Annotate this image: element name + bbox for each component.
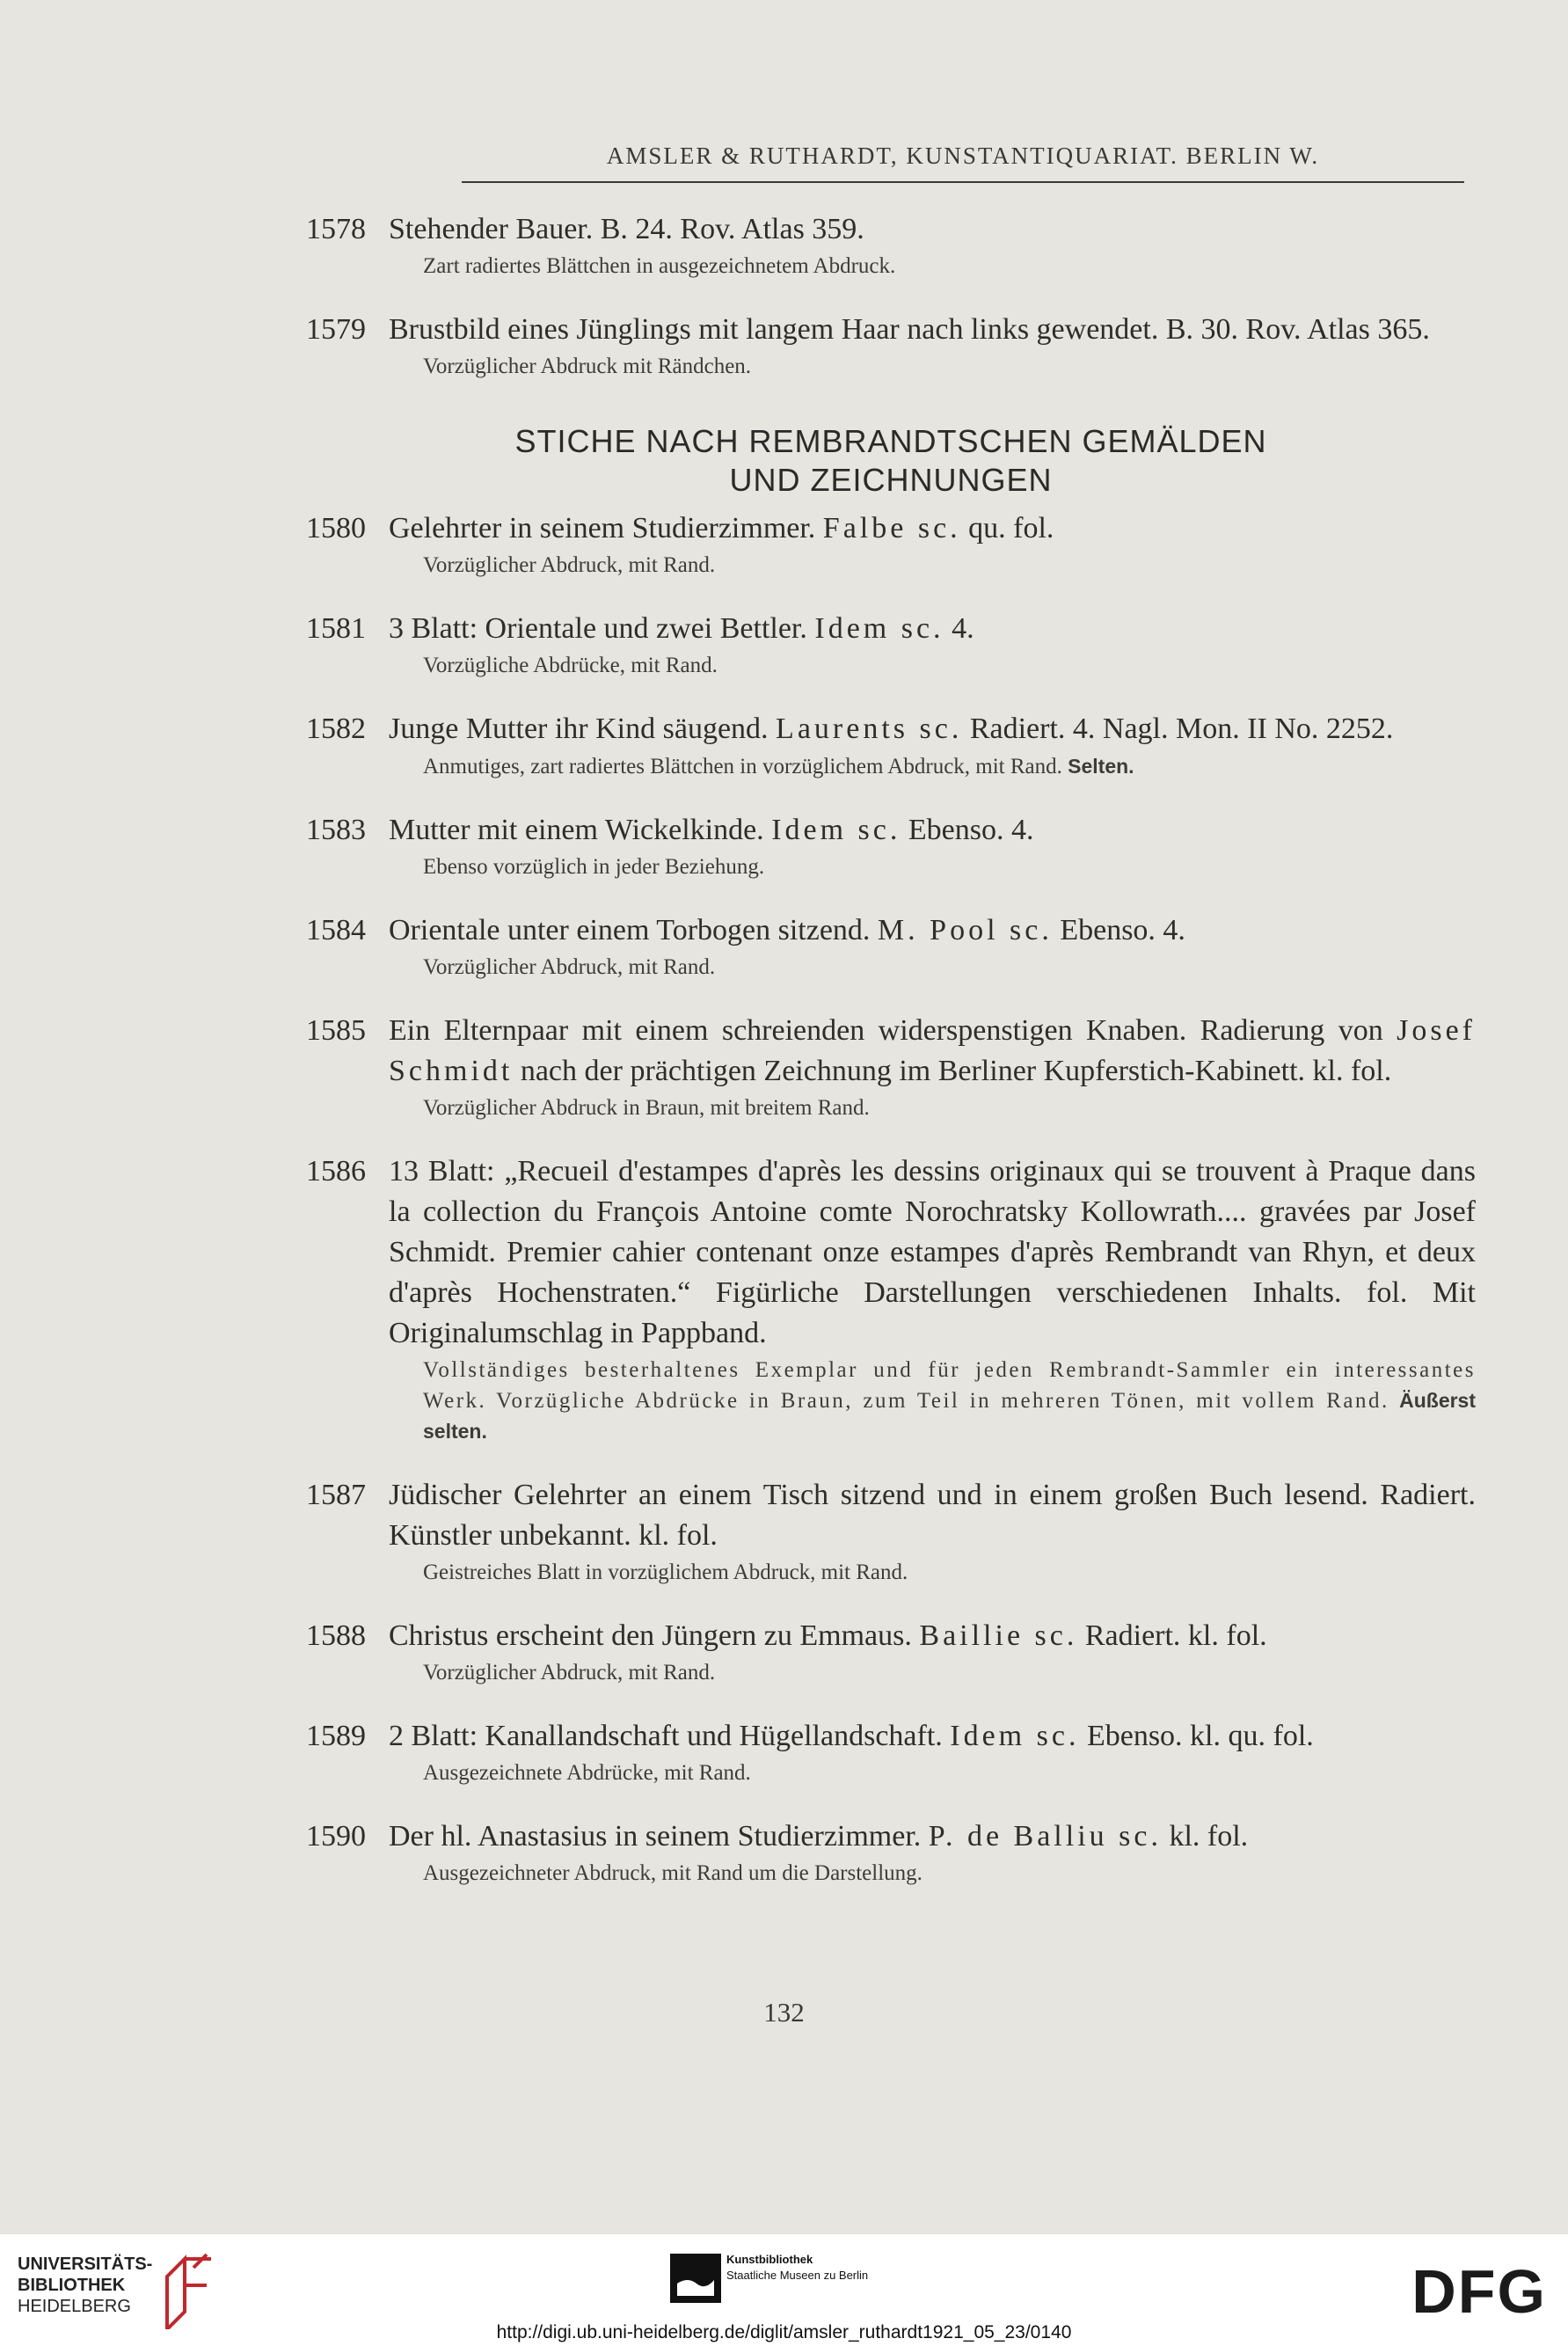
- entry-number: 1586: [306, 1155, 366, 1188]
- entry-note: Vorzüglicher Abdruck, mit Rand.: [423, 955, 716, 979]
- entry-title-text: Gelehrter in seinem Studierzimmer.: [389, 512, 823, 544]
- entry-note: Vorzügliche Abdrücke, mit Rand.: [423, 654, 718, 677]
- entry-note: Vorzüglicher Abdruck, mit Rand.: [423, 553, 716, 577]
- entry-title: Stehender Bauer. B. 24. Rov. Atlas 359.: [389, 213, 864, 245]
- entry-number: 1589: [306, 1720, 366, 1752]
- entry-note: Ebenso vorzüglich in jeder Beziehung.: [423, 855, 765, 879]
- entry-note: Ausgezeichneter Abdruck, mit Rand um die Darstellung.: [423, 1861, 923, 1885]
- entry-artist: Josef Schmidt: [389, 1014, 1476, 1087]
- entry-number: 1582: [306, 713, 366, 745]
- entry-title-text: 2 Blatt: Kanallandschaft und Hügellandschaft.: [389, 1720, 951, 1752]
- page-number: 132: [763, 1997, 805, 2028]
- entry-body: [389, 1151, 1476, 1447]
- entry-artist: Baillie sc.: [919, 1619, 1078, 1652]
- kb-logo-line1: Kunstbibliothek: [726, 2253, 813, 2266]
- entry-number: 1585: [306, 1014, 366, 1047]
- entry-title: [389, 609, 1476, 649]
- ub-emblem-icon: [158, 2250, 220, 2329]
- entry-title-suffix: Ebenso. kl. qu. fol.: [1079, 1720, 1314, 1752]
- entry-number: 1590: [306, 1820, 366, 1853]
- entry-body: [389, 1816, 1476, 1889]
- entry-artist: Laurents sc.: [776, 713, 963, 745]
- section-heading-line1: STICHE NACH REMBRANDTSCHEN GEMÄLDEN: [514, 423, 1267, 459]
- entry-number: 1580: [306, 512, 366, 544]
- entry-body: [389, 310, 1476, 382]
- entry-title-suffix: Radiert. 4. Nagl. Mon. II No. 2252.: [962, 713, 1394, 745]
- entry-artist: Falbe sc.: [822, 512, 961, 544]
- entry-note: [389, 1356, 1476, 1447]
- entry-note: [389, 751, 1476, 782]
- catalog-entry-1585: [306, 1011, 1476, 1123]
- entry-body: [389, 910, 1476, 983]
- catalog-entry-1578: [306, 209, 1476, 281]
- footer-bar: [0, 2234, 1568, 2346]
- entry-title-suffix: qu. fol.: [960, 512, 1054, 544]
- ub-logo-line2: BIBLIOTHEK: [18, 2276, 126, 2295]
- entry-note-emphasis: Äußerst selten.: [423, 1389, 1477, 1443]
- entry-title: Brustbild eines Jünglings mit langem Haar nach links gewendet. B. 30. Rov. Atlas 365.: [389, 313, 1430, 346]
- entry-title-text: Der hl. Anastasius in seinem Studierzimmer.: [389, 1820, 929, 1853]
- entry-note: Vorzüglicher Abdruck, mit Rand.: [423, 1661, 716, 1685]
- entry-title: [389, 1816, 1476, 1857]
- catalog-entry-1586: [306, 1151, 1476, 1447]
- entry-title-text: 3 Blatt: Orientale und zwei Bettler.: [389, 612, 815, 645]
- entry-artist: Idem sc.: [814, 612, 944, 645]
- entry-title: Jüdischer Gelehrter an einem Tisch sitzend und in einem großen Buch lesend. Radiert. Künstler unbekannt. kl. fol.: [389, 1479, 1476, 1552]
- entry-title-suffix: 4.: [944, 612, 974, 645]
- catalog-content: [306, 209, 1476, 1889]
- entry-title: [389, 1616, 1476, 1656]
- entry-title-suffix: Ebenso. 4.: [1052, 914, 1185, 946]
- catalog-entry-1589: [306, 1716, 1476, 1788]
- entry-number: 1588: [306, 1619, 366, 1652]
- entry-artist: Idem sc.: [950, 1720, 1080, 1752]
- catalog-entry-1582: [306, 709, 1476, 782]
- entry-number: 1583: [306, 814, 366, 846]
- entry-number: 1587: [306, 1479, 366, 1511]
- university-library-logo[interactable]: [18, 2254, 152, 2317]
- kb-logo-line2: Staatliche Museen zu Berlin: [726, 2269, 869, 2282]
- catalog-entry-1583: [306, 810, 1476, 882]
- entry-number: 1584: [306, 914, 366, 946]
- entry-title-text: Mutter mit einem Wickelkinde.: [389, 814, 772, 846]
- entry-artist: Idem sc.: [771, 814, 901, 846]
- entry-note: Geistreiches Blatt in vorzüglichem Abdruck, mit Rand.: [423, 1560, 908, 1584]
- entry-title-suffix: nach der prächtigen Zeichnung im Berliner Kupferstich-Kabinett. kl. fol.: [513, 1055, 1392, 1087]
- kunstbibliothek-logo[interactable]: [726, 2252, 868, 2284]
- section-heading-line2: UND ZEICHNUNGEN: [729, 462, 1053, 498]
- section-heading: [306, 422, 1476, 500]
- entry-artist: M. Pool sc.: [877, 914, 1053, 946]
- entry-artist: P. de Balliu sc.: [928, 1820, 1162, 1853]
- ub-logo-line1: UNIVERSITÄTS-: [18, 2255, 153, 2274]
- entry-title-suffix: Ebenso. 4.: [901, 814, 1034, 846]
- entry-number: 1581: [306, 612, 366, 645]
- entry-body: [389, 1616, 1476, 1688]
- entry-body: [389, 1011, 1476, 1123]
- entry-title-text: Orientale unter einem Torbogen sitzend.: [389, 914, 878, 946]
- entry-title-suffix: kl. fol.: [1161, 1820, 1249, 1853]
- kunstbibliothek-emblem-icon: [670, 2254, 721, 2303]
- catalog-entry-1580: [306, 508, 1476, 581]
- source-url-link[interactable]: http://digi.ub.uni-heidelberg.de/diglit/amsler_ruthardt1921_05_23/0140: [496, 2322, 1072, 2342]
- catalog-entry-1581: [306, 609, 1476, 681]
- entry-title-text: Christus erscheint den Jüngern zu Emmaus.: [389, 1619, 920, 1652]
- entry-title: [389, 910, 1476, 951]
- entry-title: [389, 508, 1476, 549]
- entry-title: [389, 709, 1476, 749]
- catalog-entries: [306, 508, 1476, 1889]
- entry-title: [389, 1011, 1476, 1092]
- entry-note: Vorzüglicher Abdruck in Braun, mit breitem Rand.: [423, 1096, 870, 1120]
- entry-note-text: Anmutiges, zart radiertes Blättchen in vorzüglichem Abdruck, mit Rand.: [423, 755, 1062, 778]
- entry-title-suffix: Radiert. kl. fol.: [1077, 1619, 1267, 1652]
- entry-note: Ausgezeichnete Abdrücke, mit Rand.: [423, 1761, 751, 1785]
- entry-number: 1579: [306, 313, 366, 346]
- entry-note-emphasis: Selten.: [1068, 755, 1134, 778]
- running-header: AMSLER & RUTHARDT, KUNSTANTIQUARIAT. BERLIN W.: [606, 143, 1320, 169]
- catalog-entry-1587: [306, 1475, 1476, 1588]
- entry-title: [389, 1716, 1476, 1757]
- entry-title: [389, 810, 1476, 851]
- ub-logo-line3: HEIDELBERG: [18, 2297, 131, 2316]
- entry-body: [389, 1716, 1476, 1788]
- entry-body: [389, 810, 1476, 882]
- entry-body: [389, 1475, 1476, 1588]
- catalog-entry-1584: [306, 910, 1476, 983]
- entry-title-text: Junge Mutter ihr Kind säugend.: [389, 713, 777, 745]
- dfg-logo[interactable]: DFG: [1411, 2257, 1547, 2326]
- entry-note: Vorzüglicher Abdruck mit Rändchen.: [423, 354, 752, 378]
- header-rule: [462, 181, 1464, 183]
- entry-body: [389, 508, 1476, 581]
- catalog-entry-1590: [306, 1816, 1476, 1889]
- entry-note: Zart radiertes Blättchen in ausgezeichnetem Abdruck.: [423, 254, 896, 278]
- entry-body: [389, 609, 1476, 681]
- catalog-entry-1579: [306, 310, 1476, 382]
- entry-body: [389, 709, 1476, 782]
- catalog-entry-1588: [306, 1616, 1476, 1688]
- entry-body: [389, 209, 1476, 281]
- entry-note-text: Vollständiges besterhaltenes Exemplar und für jeden Rembrandt-Sammler ein interessantes Werk. Vorzügliche Abdrücke in Braun, zum Teil in mehreren Tönen, mit vollem Rand.: [423, 1358, 1476, 1413]
- entry-number: 1578: [306, 213, 366, 245]
- entry-title: 13 Blatt: „Recueil d'estampes d'après les dessins originaux qui se trouvent à Praque dans la collection du François Antoine comte Norochratsky Kollowrath.... gravées par Josef Schmidt. Premier cahier contenant onze estampes d'après Rembrandt van Rhyn, et deux d'après Hochenstraten.“ Figürliche Darstellungen verschiedenen Inhalts. fol. Mit Originalumschlag in Pappband.: [389, 1155, 1476, 1349]
- entry-title-text: Ein Elternpaar mit einem schreienden widerspenstigen Knaben. Radierung von: [389, 1014, 1397, 1047]
